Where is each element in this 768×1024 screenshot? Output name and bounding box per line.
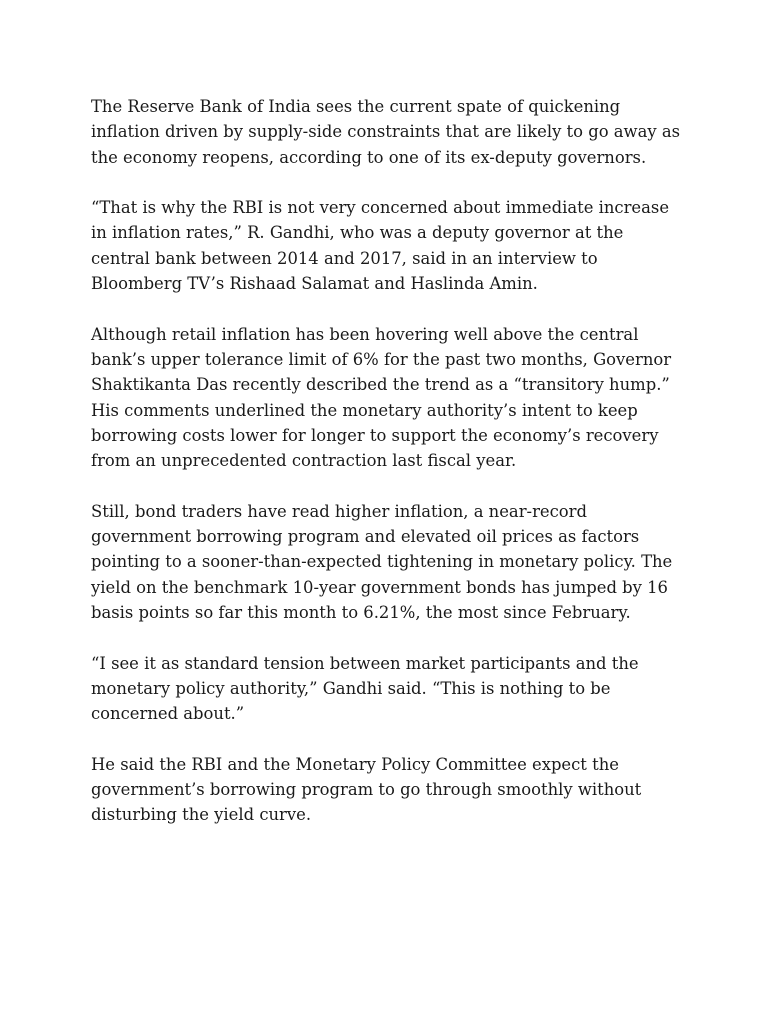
document-body	[91, 94, 691, 853]
paragraph-3: Although retail inflation has been hovering well above the central bank’s upper tolerance limit of 6% for the past two months, Governor Shaktikanta Das recently described the trend as a “transitory hump.” His comments underlined the monetary authority’s intent to keep borrowing costs lower for longer to support the economy’s recovery from an unprecedented contraction last fiscal year.	[91, 324, 672, 471]
paragraph-5: “I see it as standard tension between market participants and the monetary policy authority,” Gandhi said. “This is nothing to be concerned about.”	[91, 653, 639, 724]
paragraph-4: Still, bond traders have read higher inflation, a near-record government borrowing program and elevated oil prices as factors pointing to a sooner-than-expected tightening in monetary policy. The yield on the benchmark 10-year government bonds has jumped by 16 basis points so far this month to 6.21%, the most since February.	[91, 501, 673, 622]
paragraph-2: “That is why the RBI is not very concerned about immediate increase in inflation rates,” R. Gandhi, who was a deputy governor at the central bank between 2014 and 2017, said in an interview to Bloomberg TV’s Rishaad Salamat and Haslinda Amin.	[91, 198, 670, 294]
paragraph-1: The Reserve Bank of India sees the current spate of quickening inflation driven by supply-side constraints that are likely to go away as the economy reopens, according to one of its ex-deputy governors.	[91, 97, 681, 167]
paragraph-6: He said the RBI and the Monetary Policy Committee expect the government’s borrowing program to go through smoothly without disturbing the yield curve.	[91, 754, 642, 825]
